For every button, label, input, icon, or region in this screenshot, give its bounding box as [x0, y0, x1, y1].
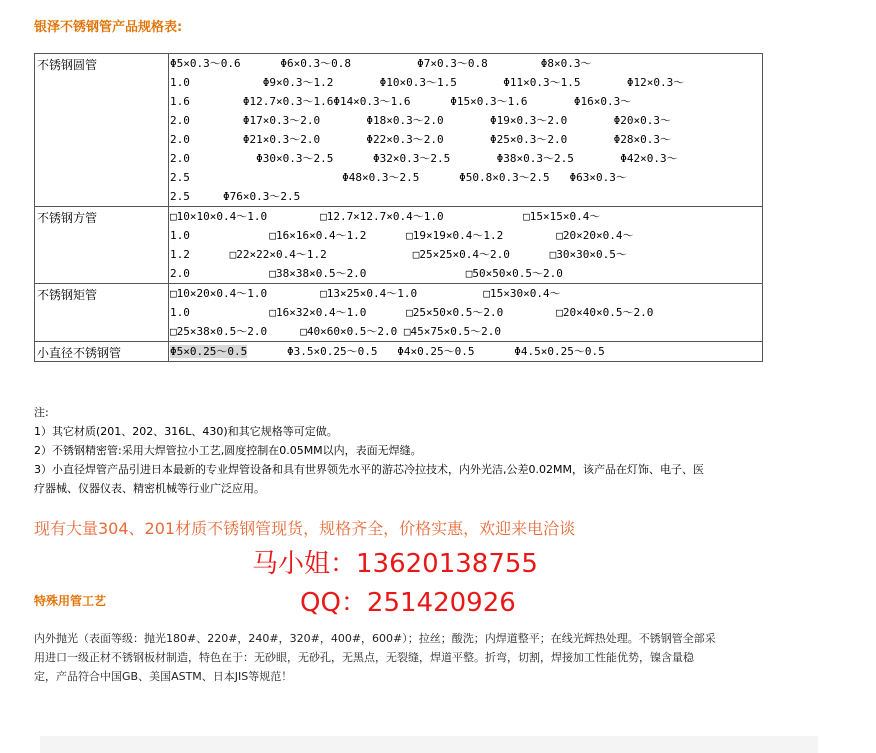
note-item: 疗器械、仪器仪表、精密机械等行业广泛应用。 — [34, 482, 265, 495]
category-cell: 不锈钢方管 — [35, 207, 169, 284]
notes-label: 注: — [34, 406, 49, 419]
spec-line: 2.0 Φ30×0.3～2.5 Φ32×0.3～2.5 Φ38×0.3～2.5 Φ42×0.3～ — [170, 152, 678, 165]
spec-values-cell — [169, 342, 763, 362]
spec-line: 2.0 □38×38×0.5～2.0 □50×50×0.5～2.0 — [170, 267, 563, 280]
spec-line: Φ5×0.3～0.6 Φ6×0.3～0.8 Φ7×0.3～0.8 Φ8×0.3～ — [170, 57, 592, 70]
paragraph-line: 用进口一级正材不锈钢板材制造，特色在于：无砂眼，无砂孔，无黑点，无裂缝，焊道平整。折弯，切割，焊接加工性能优势，镍含量稳 — [34, 651, 694, 664]
spec-values-cell — [169, 54, 763, 207]
spec-line: 1.2 □22×22×0.4～1.2 □25×25×0.4～2.0 □30×30×0.5～ — [170, 248, 627, 261]
spec-line: □10×10×0.4～1.0 □12.7×12.7×0.4～1.0 □15×15×0.4～ — [170, 210, 601, 223]
spec-line: 1.0 □16×32×0.4～1.0 □25×50×0.5～2.0 □20×40×0.5～2.0 — [170, 306, 654, 319]
spec-line: 2.0 Φ17×0.3～2.0 Φ18×0.3～2.0 Φ19×0.3～2.0 Φ20×0.3～ — [170, 114, 671, 127]
spec-line: 1.0 Φ9×0.3～1.2 Φ10×0.3～1.5 Φ11×0.3～1.5 Φ12×0.3～ — [170, 76, 685, 89]
spec-line: □10×20×0.4～1.0 □13×25×0.4～1.0 □15×30×0.4～ — [170, 287, 561, 300]
note-item: 2）不锈钢精密管:采用大焊管拉小工艺,圆度控制在0.05MM以内，表面无焊缝。 — [34, 444, 422, 457]
spec-values-cell — [169, 207, 763, 284]
table-row — [35, 284, 763, 342]
spec-line: 1.0 □16×16×0.4～1.2 □19×19×0.4～1.2 □20×20×0.4～ — [170, 229, 634, 242]
selected-text-highlight: Φ5×0.25～0.5 — [170, 345, 248, 358]
spec-line: 2.5 Φ48×0.3～2.5 Φ50.8×0.3～2.5 Φ63×0.3～ — [170, 171, 627, 184]
table-row — [35, 342, 763, 362]
spec-line: 2.0 Φ21×0.3～2.0 Φ22×0.3～2.0 Φ25×0.3～2.0 Φ28×0.3～ — [170, 133, 671, 146]
contact-qq: QQ：251420926 — [300, 588, 516, 618]
paragraph-line: 内外抛光（表面等级：抛光180#、220#，240#，320#，400#，600#）；拉丝；酸洗；内焊道整平；在线光辉热处理。不锈钢管全部采 — [34, 632, 716, 645]
category-cell: 小直径不锈钢管 — [35, 342, 169, 362]
spec-line: □25×38×0.5～2.0 □40×60×0.5～2.0 □45×75×0.5～2.0 — [170, 325, 502, 338]
note-item: 1）其它材质(201、202、316L、430)和其它规格等可定做。 — [34, 425, 338, 438]
category-cell: 不锈钢矩管 — [35, 284, 169, 342]
spec-line: 2.5 Φ76×0.3～2.5 — [170, 190, 301, 203]
paragraph-line: 定，产品符合中国GB、美国ASTM、日本JIS等规范！ — [34, 670, 293, 683]
notes-block — [34, 403, 834, 498]
spec-table — [34, 53, 763, 362]
process-paragraph — [34, 629, 824, 686]
contact-phone: 马小姐：13620138755 — [252, 549, 538, 579]
table-row — [35, 207, 763, 284]
footer-panel — [40, 736, 818, 753]
table-row — [35, 54, 763, 207]
promo-text: 现有大量304、201材质不锈钢管现货，规格齐全，价格实惠，欢迎来电洽谈 — [34, 519, 576, 538]
note-item: 3）小直径焊管产品引进日本最新的专业焊管设备和具有世界领先水平的游芯冷拉技术，内外光洁,公差0.02MM，该产品在灯饰、电子、医 — [34, 463, 704, 476]
spec-line: 1.6 Φ12.7×0.3～1.6Φ14×0.3～1.6 Φ15×0.3～1.6 Φ16×0.3～ — [170, 95, 632, 108]
category-cell: 不锈钢圆管 — [35, 54, 169, 207]
section-title: 特殊用管工艺 — [34, 594, 107, 608]
spec-values-cell — [169, 284, 763, 342]
page-title: 银泽不锈钢管产品规格表: — [34, 20, 183, 35]
spec-line — [169, 342, 762, 361]
spec-line-rest: Φ3.5×0.25～0.5 Φ4×0.25～0.5 Φ4.5×0.25～0.5 — [247, 345, 605, 358]
